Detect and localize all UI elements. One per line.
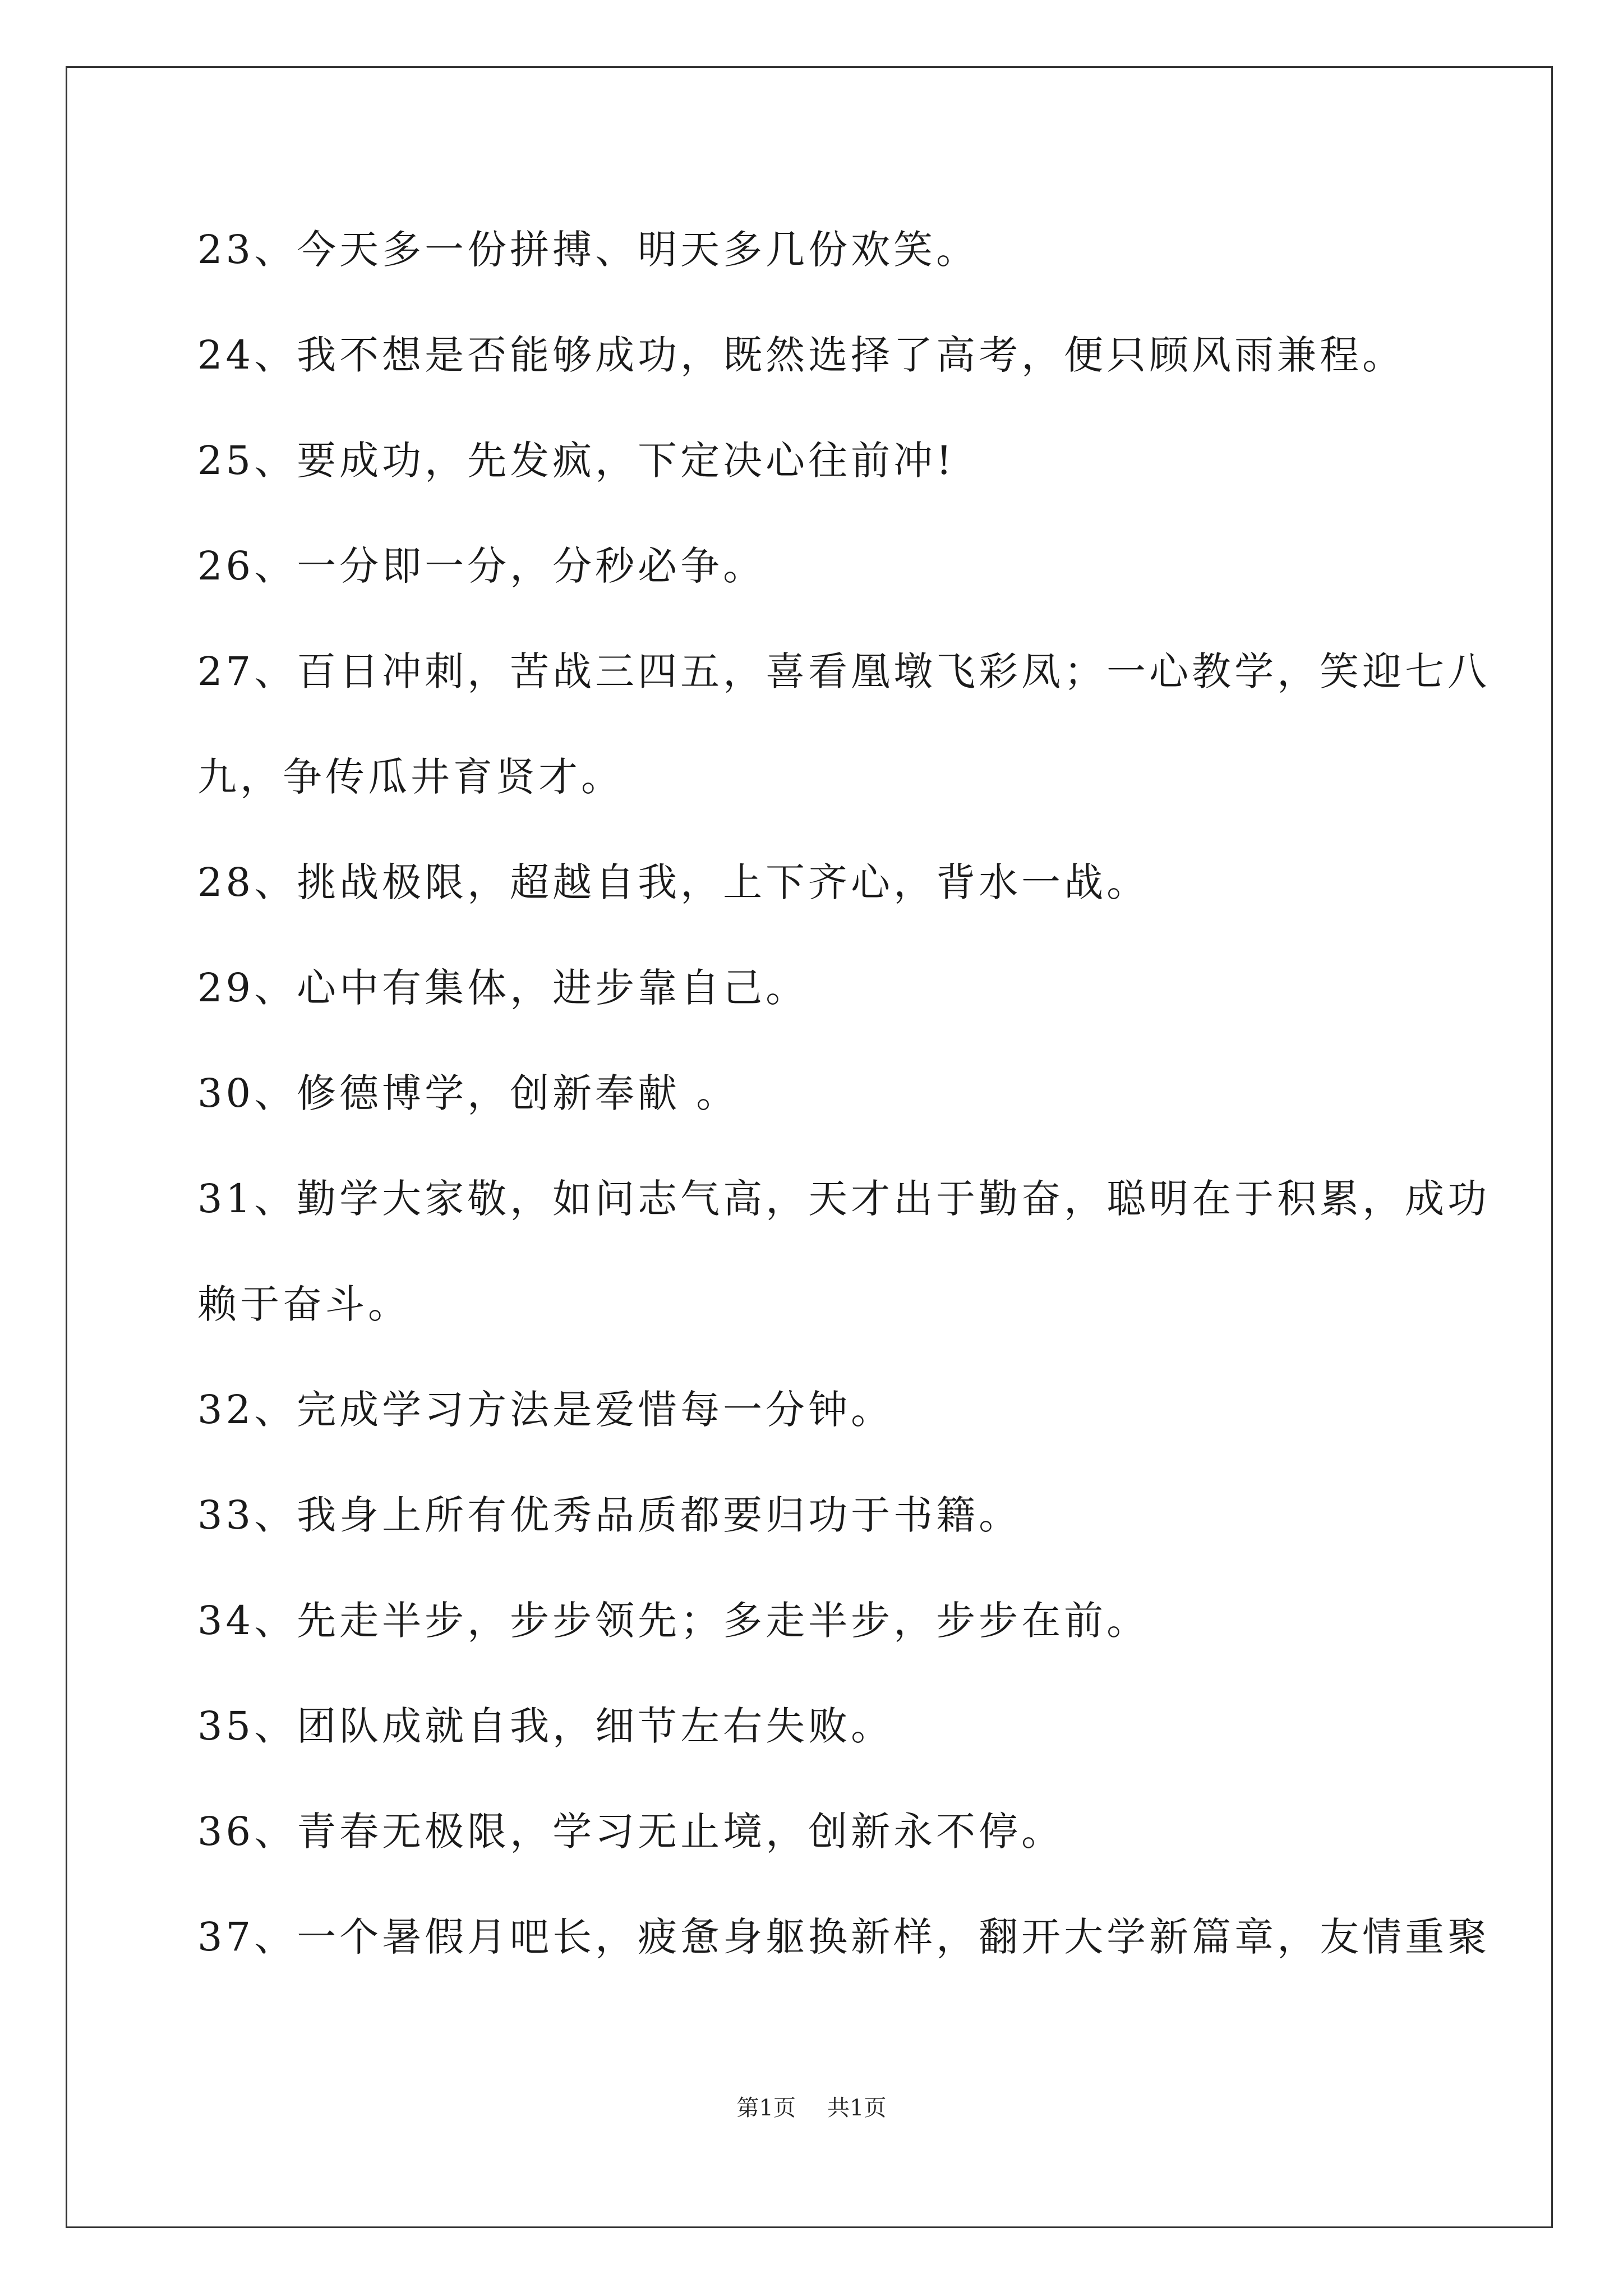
page-count: 共1页 — [827, 2095, 887, 2121]
text-line: 30、修德博学，创新奉献 。 — [197, 1070, 739, 1116]
text-line: 34、先走半步，步步领先；多走半步，步步在前。 — [197, 1598, 1150, 1644]
text-line: 35、团队成就自我，细节左右失败。 — [197, 1703, 894, 1749]
text-line: 33、我身上所有优秀品质都要归功于书籍。 — [197, 1492, 1022, 1538]
text-line: 28、挑战极限，超越自我，上下齐心，背水一战。 — [197, 859, 1150, 905]
text-line: 24、我不想是否能够成功，既然选择了高考，便只顾风雨兼程。 — [197, 332, 1405, 378]
text-line: 27、百日冲刺，苦战三四五，喜看凰墩飞彩凤；一心教学，笑迎七八 — [197, 648, 1491, 694]
text-line: 赖于奋斗。 — [197, 1281, 411, 1327]
text-line: 29、心中有集体，进步靠自己。 — [197, 965, 809, 1011]
page-number: 第1页 — [736, 2095, 796, 2121]
text-line: 36、青春无极限，学习无止境，创新永不停。 — [197, 1809, 1064, 1855]
text-line: 37、一个暑假月吧长，疲惫身躯换新样，翻开大学新篇章，友情重聚 — [197, 1914, 1491, 1960]
page-footer — [0, 2092, 1623, 2124]
document-body — [197, 223, 1491, 2016]
text-line: 23、今天多一份拼搏、明天多几份欢笑。 — [197, 227, 979, 273]
text-line: 25、要成功，先发疯，下定决心往前冲! — [197, 438, 956, 484]
text-line: 32、完成学习方法是爱惜每一分钟。 — [197, 1387, 894, 1433]
text-line: 九，争传瓜井育贤才。 — [197, 754, 624, 800]
text-line: 26、一分即一分，分秒必争。 — [197, 543, 766, 589]
text-line: 31、勤学大家敬，如问志气高，天才出于勤奋，聪明在于积累，成功 — [197, 1176, 1491, 1222]
